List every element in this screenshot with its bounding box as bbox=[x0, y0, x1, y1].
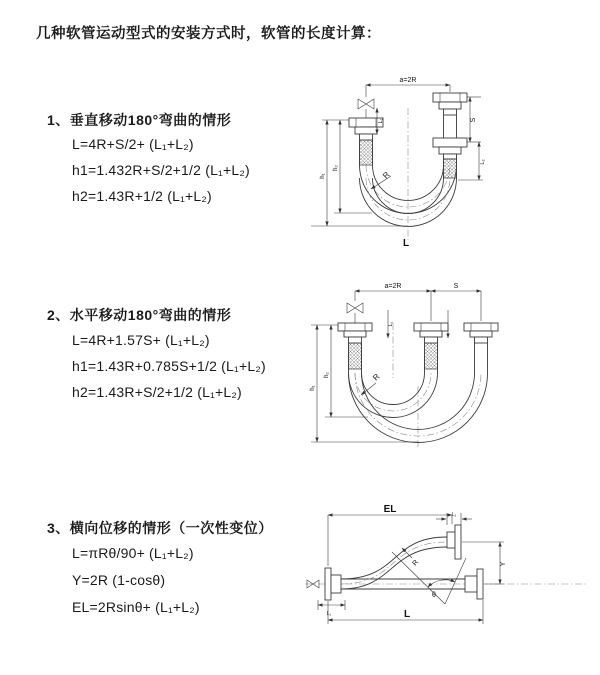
right-fitting bbox=[465, 569, 483, 599]
dimension-l1 bbox=[377, 108, 384, 134]
dim-label-l: L bbox=[402, 238, 410, 249]
dim-label-l1: L₁ bbox=[326, 611, 332, 617]
right-fitting bbox=[464, 323, 498, 373]
dimension-l2 bbox=[436, 512, 472, 525]
middle-fitting bbox=[414, 323, 448, 373]
formula-line: L=πRθ/90+ (L₁+L₂) bbox=[72, 545, 194, 561]
left-fitting bbox=[338, 323, 372, 373]
dim-label-r: R bbox=[411, 558, 421, 568]
diagram-lateral-displacement bbox=[295, 498, 597, 646]
right-fitting bbox=[433, 93, 467, 178]
dim-label-r: R bbox=[381, 170, 392, 181]
dim-label-s: S bbox=[453, 283, 459, 290]
dim-label-h1: h₁ bbox=[310, 385, 316, 391]
dim-label-l1: L₁ bbox=[388, 321, 394, 327]
dimension-a2r bbox=[355, 283, 431, 291]
formula-line: h2=1.43R+1/2 (L₁+L₂) bbox=[72, 188, 212, 204]
displaced-fitting bbox=[447, 525, 461, 559]
dim-label-h2: h₂ bbox=[324, 372, 330, 378]
dim-label-theta: θ bbox=[432, 592, 436, 599]
hose-s-curve bbox=[341, 537, 447, 589]
diagram-vertical-180-bend bbox=[298, 68, 588, 258]
dimension-l1 bbox=[318, 600, 345, 617]
dimension-el bbox=[328, 504, 452, 566]
dimension-s bbox=[467, 97, 481, 142]
dimension-s bbox=[355, 283, 481, 321]
formula-line: h1=1.432R+S/2+1/2 (L₁+L₂) bbox=[72, 162, 250, 178]
dim-label-a2r: a=2R bbox=[384, 283, 402, 290]
dimension-h1 bbox=[310, 325, 418, 442]
left-fitting bbox=[349, 118, 383, 165]
section-2-heading: 2、水平移动180°弯曲的情形 bbox=[47, 307, 232, 323]
dim-label-l: L bbox=[403, 609, 411, 620]
formula-line: L=4R+S/2+ (L₁+L₂) bbox=[72, 136, 194, 152]
formula-line: L=4R+1.57S+ (L₁+L₂) bbox=[72, 332, 210, 348]
dimension-l bbox=[328, 600, 483, 624]
formula-line: Y=2R (1-cosθ) bbox=[72, 572, 166, 588]
dim-label-l2: L₂ bbox=[451, 512, 457, 518]
page-title: 几种软管运动型式的安装方式时，软管的长度计算： bbox=[36, 26, 381, 42]
formula-line: EL=2Rsinθ+ (L₁+L₂) bbox=[72, 599, 200, 615]
dimension-r bbox=[371, 170, 392, 189]
diagram-horizontal-180-bend bbox=[298, 278, 588, 470]
dim-label-y: Y bbox=[500, 561, 507, 567]
dim-label-h2: h₂ bbox=[333, 165, 339, 171]
dim-label-el: EL bbox=[383, 504, 397, 515]
dim-label-l2: L₂ bbox=[480, 159, 486, 165]
section-1-heading: 1、垂直移动180°弯曲的情形 bbox=[47, 112, 232, 128]
section-3-heading: 3、横向位移的情形（一次性变位） bbox=[47, 520, 273, 536]
dim-label-a2r: a=2R bbox=[399, 77, 417, 84]
dim-label-l1: L₁ bbox=[378, 118, 384, 124]
formula-line: h2=1.43R+S/2+1/2 (L₁+L₂) bbox=[72, 384, 242, 400]
valve-icon bbox=[347, 303, 363, 323]
dim-label-h1: h₁ bbox=[320, 173, 326, 179]
left-fitting bbox=[325, 568, 341, 600]
valve-icon bbox=[358, 99, 374, 118]
formula-line: h1=1.43R+0.785S+1/2 (L₁+L₂) bbox=[72, 358, 266, 374]
dimension-l2 bbox=[458, 142, 486, 180]
dim-label-s: S bbox=[470, 117, 477, 123]
dim-label-r: R bbox=[371, 372, 382, 383]
